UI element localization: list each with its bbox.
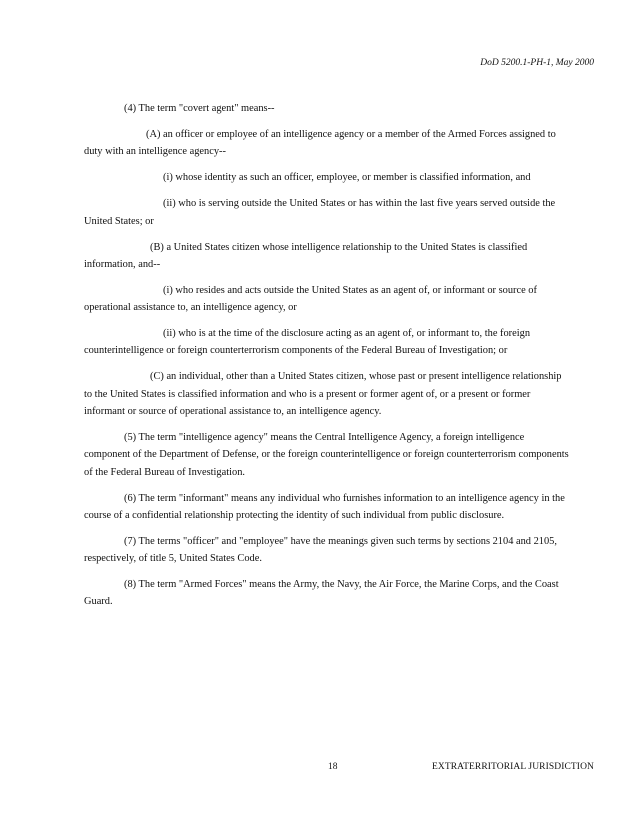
paragraph-4b: (B) a United States citizen whose intelligence relationship to the United States is classified information, and--	[84, 241, 528, 270]
paragraph-6-informant: (6) The term "informant" means any individual who furnishes information to an intelligence agency in the course of a confidential relationship protecting the identity of such individual from public disclosure.	[84, 492, 565, 521]
paragraph-4a-i: (i) whose identity as such an officer, employee, or member is classified information, and	[163, 172, 531, 184]
paragraph-4-covert-agent: (4) The term "covert agent" means--	[124, 103, 275, 114]
paragraph-4b-i: (i) who resides and acts outside the United States as an agent of, or informant or source of operational assistance to, an intelligence agency, or	[84, 284, 537, 314]
page-number: 18	[328, 762, 338, 772]
paragraph-5-intelligence-agency: (5) The term "intelligence agency" means the Central Intelligence Agency, a foreign intelligence component of the Department of Defense, or the foreign counterintelligence or foreign counterterrorism components of the Federal Bureau of Investigation.	[84, 431, 569, 478]
running-header: DoD 5200.1-PH-1, May 2000	[480, 58, 594, 68]
paragraph-7-officer-employee: (7) The terms "officer" and "employee" have the meanings given such terms by sections 2104 and 2105, respectively, of title 5, United States Code.	[84, 535, 557, 565]
paragraph-4c: (C) an individual, other than a United States citizen, whose past or present intelligence relationship to the United States is classified information and who is a present or former agent of, or a present or former informant or source of operational assistance to, an intelligence agency.	[84, 371, 562, 417]
paragraph-4a-ii: (ii) who is serving outside the United States or has within the last five years served outside the United States; or	[84, 198, 556, 227]
paragraph-4a: (A) an officer or employee of an intelligence agency or a member of the Armed Forces assigned to duty with an intelligence agency--	[84, 128, 556, 158]
paragraph-4b-ii: (ii) who is at the time of the disclosure acting as an agent of, or informant to, the foreign counterintelligence or foreign counterterrorism components of the Federal Bureau of Investigation; or	[84, 328, 531, 357]
running-footer-title: EXTRATERRITORIAL JURISDICTION	[431, 762, 594, 772]
document-body	[84, 100, 570, 611]
paragraph-8-armed-forces: (8) The term "Armed Forces" means the Army, the Navy, the Air Force, the Marine Corps, and the Coast Guard.	[84, 579, 559, 608]
